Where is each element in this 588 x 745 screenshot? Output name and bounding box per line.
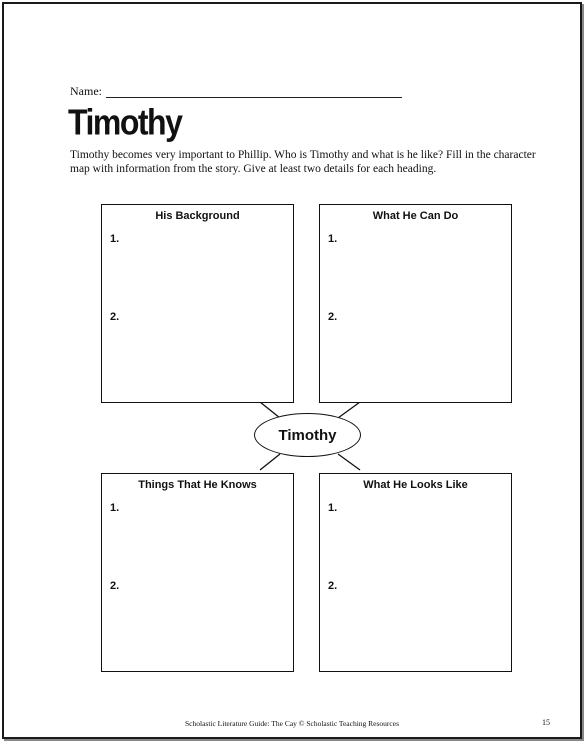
item-number: 2. [110,580,120,592]
item-number: 2. [328,311,338,323]
box-heading: Things That He Knows [138,479,257,491]
box-his-background [101,204,294,403]
box-heading: What He Can Do [372,210,459,222]
box-what-he-looks-like [319,473,512,672]
box-what-he-can-do [319,204,512,403]
instructions: Timothy becomes very important to Phillip. Who is Timothy and what is he like? Fill in the character map with information from the story. Give at least two details for each heading. [70,149,536,175]
item-number: 1. [328,233,338,245]
center-label: Timothy [278,426,337,444]
item-number: 1. [110,233,120,245]
item-number: 2. [328,580,338,592]
item-number: 1. [110,502,120,514]
page-number: 15 [542,718,550,727]
center-oval [254,413,361,457]
item-number: 1. [328,502,338,514]
page-title: Timothy [68,102,182,143]
name-label: Name: [70,84,102,98]
item-number: 2. [110,311,120,323]
footer-credit: Scholastic Literature Guide: The Cay © Scholastic Teaching Resources [184,719,399,728]
worksheet-page [2,2,582,739]
connector-bottom-left [260,454,280,470]
connector-top-left [260,402,280,418]
box-things-he-knows [101,473,294,672]
connector-bottom-right [338,454,360,470]
connector-top-right [338,402,360,418]
box-heading: His Background [155,210,240,222]
box-heading: What He Looks Like [363,479,468,491]
